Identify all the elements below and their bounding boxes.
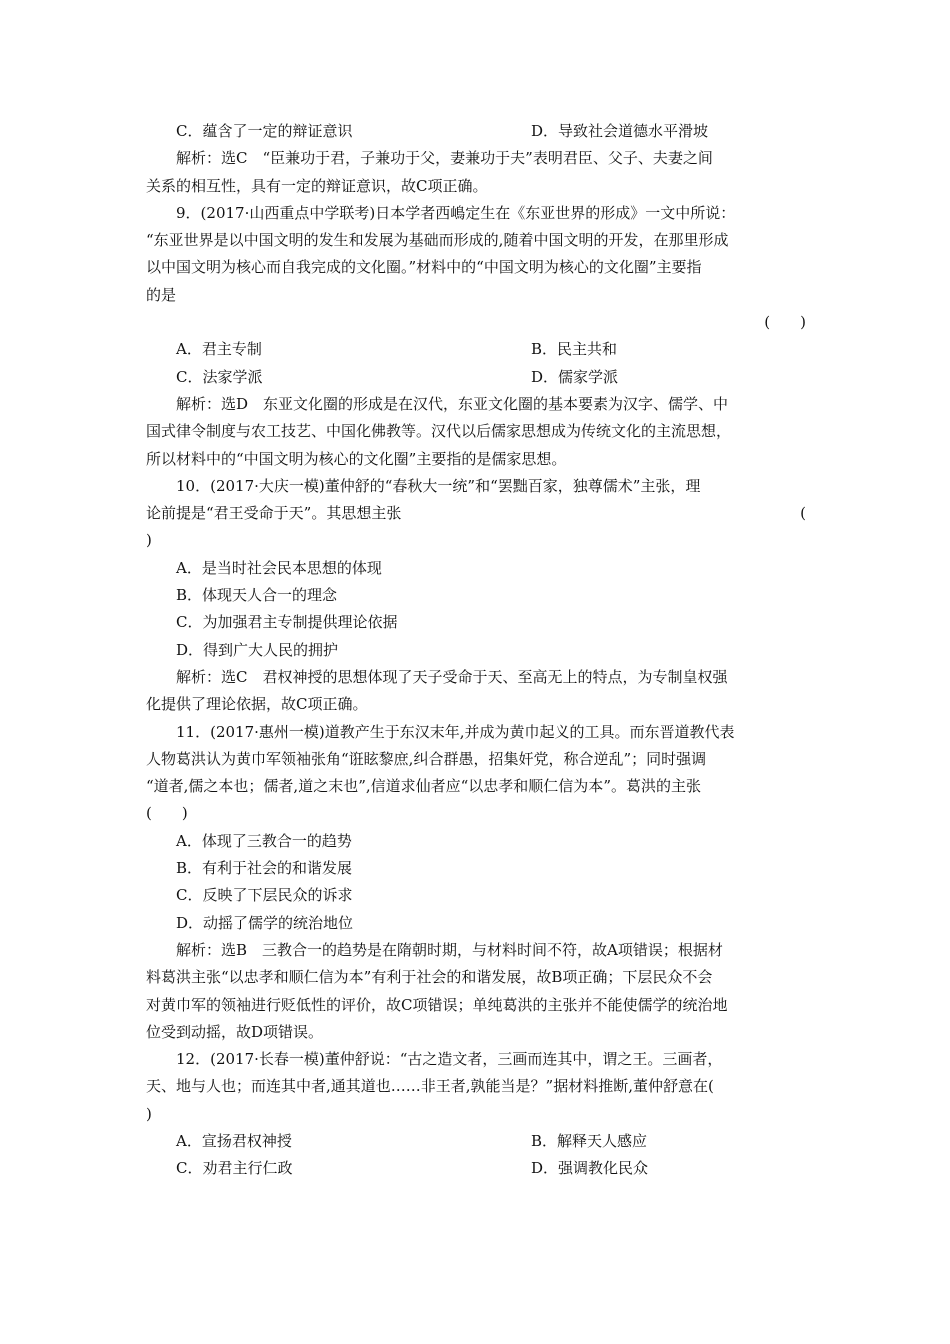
- line-text: 位受到动摇，故D项错误。: [146, 1022, 324, 1041]
- text-line: [146, 118, 806, 145]
- line-text: 9．(2017·山西重点中学联考)日本学者西嶋定生在《东亚世界的形成》一文中所说：: [176, 203, 736, 222]
- line-text: 所以材料中的“中国文明为核心的文化圈”主要指的是儒家思想。: [146, 449, 567, 468]
- line-text: “东亚世界是以中国文明的发生和发展为基础而形成的,随着中国文明的开发，在那里形成: [146, 231, 729, 250]
- text-line: [146, 227, 806, 254]
- line-text: 11．(2017·惠州一模)道教产生于东汉末年,并成为黄巾起义的工具。而东晋道教代表: [176, 722, 735, 741]
- option-right: B．解释天人感应: [531, 1131, 648, 1150]
- option-right: D．导致社会道德水平滑坡: [531, 122, 709, 140]
- text-line: [146, 145, 806, 172]
- text-line: [146, 364, 806, 391]
- option-left: C．劝君主行仁政: [176, 1159, 293, 1178]
- text-line: [146, 882, 806, 909]
- line-text: 解析：选C 君权神授的思想体现了天子受命于天、至高无上的特点，为专制皇权强: [176, 667, 728, 686]
- text-line: [146, 691, 806, 718]
- text-line: [146, 609, 806, 636]
- line-text: 化提供了理论依据，故C项正确。: [146, 695, 368, 714]
- line-text: 的是: [146, 285, 177, 304]
- line-text: B．体现天人合一的理念: [176, 586, 338, 605]
- text-line: [146, 828, 806, 855]
- option-left: A．宣扬君权神授: [176, 1131, 292, 1150]
- text-line: [146, 555, 806, 582]
- text-line: [146, 1073, 806, 1100]
- text-line: [146, 773, 806, 800]
- text-line: [146, 1019, 806, 1046]
- text-line: [146, 473, 806, 500]
- text-line: [146, 992, 806, 1019]
- text-line: [146, 500, 806, 527]
- line-text: 国式律令制度与农工技艺、中国化佛教等。汉代以后儒家思想成为传统文化的主流思想，: [146, 422, 732, 441]
- line-text: ): [146, 531, 152, 550]
- line-text: 10．(2017·大庆一模)董仲舒的“春秋大一统”和“罢黜百家，独尊儒术”主张，理: [176, 476, 701, 495]
- line-text: C．反映了下层民众的诉求: [176, 886, 353, 905]
- line-text: ( ): [146, 804, 188, 823]
- text-line: [146, 336, 806, 363]
- option-left: A．君主专制: [176, 340, 262, 359]
- line-text: B．有利于社会的和谐发展: [176, 859, 353, 878]
- document-page: [146, 118, 806, 1183]
- text-line: [146, 1155, 806, 1182]
- text-line: [146, 200, 806, 227]
- line-text: 解析：选B 三教合一的趋势是在隋朝时期，与材料时间不符，故A项错误；根据材: [176, 940, 723, 959]
- text-line: [146, 637, 806, 664]
- line-text: D．得到广大人民的拥护: [176, 640, 339, 659]
- text-line: [146, 910, 806, 937]
- text-line: [146, 254, 806, 281]
- line-text: 料葛洪主张“以忠孝和顺仁信为本”有利于社会的和谐发展，故B项正确；下层民众不会: [146, 968, 713, 987]
- text-line: [146, 582, 806, 609]
- option-right: B．民主共和: [531, 340, 618, 359]
- line-text: D．动摇了儒学的统治地位: [176, 913, 354, 932]
- text-line: [146, 173, 806, 200]
- line-text: 人物葛洪认为黄巾军领袖张角“诳眩黎庶,纠合群愚，招集奸党，称合逆乱”；同时强调: [146, 749, 707, 768]
- text-line: [146, 746, 806, 773]
- option-right: D．强调教化民众: [531, 1159, 649, 1178]
- line-text: 解析：选C “臣兼功于君，子兼功于父，妻兼功于夫”表明君臣、父子、夫妻之间: [176, 149, 713, 168]
- text-line: [146, 937, 806, 964]
- text-line: [146, 855, 806, 882]
- text-line: [146, 964, 806, 991]
- text-line: [146, 1128, 806, 1155]
- line-text: 论前提是“君王受命于天”。其思想主张: [146, 504, 402, 523]
- text-line: [146, 719, 806, 746]
- line-text: 关系的相互性，具有一定的辩证意识，故C项正确。: [146, 176, 488, 195]
- option-left: C．蕴含了一定的辩证意识: [176, 122, 353, 140]
- text-line: [146, 800, 806, 827]
- text-line: [146, 1101, 806, 1128]
- line-text: 以中国文明为核心而自我完成的文化圈。”材料中的“中国文明为核心的文化圈”主要指: [146, 258, 702, 277]
- text-line: [146, 418, 806, 445]
- text-line: [146, 446, 806, 473]
- text-line: [146, 664, 806, 691]
- line-text: ): [146, 1104, 152, 1123]
- answer-bracket: ( ): [764, 313, 806, 332]
- line-text: “道者,儒之本也；儒者,道之末也”,信道求仙者应“以忠孝和顺仁信为本”。葛洪的主张: [146, 777, 701, 796]
- line-text: A．是当时社会民本思想的体现: [176, 558, 382, 577]
- text-line: [146, 309, 806, 336]
- line-text: 对黄巾军的领袖进行贬低性的评价，故C项错误；单纯葛洪的主张并不能使儒学的统治地: [146, 995, 728, 1014]
- text-line: [146, 391, 806, 418]
- line-text: 12．(2017·长春一模)董仲舒说：“古之造文者，三画而连其中，谓之王。三画者，: [176, 1050, 723, 1069]
- line-text: 天、地与人也；而连其中者,通其道也……非王者,孰能当是？”据材料推断,董仲舒意在(: [146, 1077, 714, 1096]
- line-text: 解析：选D 东亚文化圈的形成是在汉代，东亚文化圈的基本要素为汉字、儒学、中: [176, 394, 729, 413]
- answer-bracket: (: [800, 504, 806, 523]
- text-line: [146, 282, 806, 309]
- text-line: [146, 1046, 806, 1073]
- line-text: C．为加强君主专制提供理论依据: [176, 613, 398, 632]
- text-line: [146, 527, 806, 554]
- option-left: C．法家学派: [176, 367, 263, 386]
- option-right: D．儒家学派: [531, 367, 619, 386]
- line-text: A．体现了三教合一的趋势: [176, 831, 352, 850]
